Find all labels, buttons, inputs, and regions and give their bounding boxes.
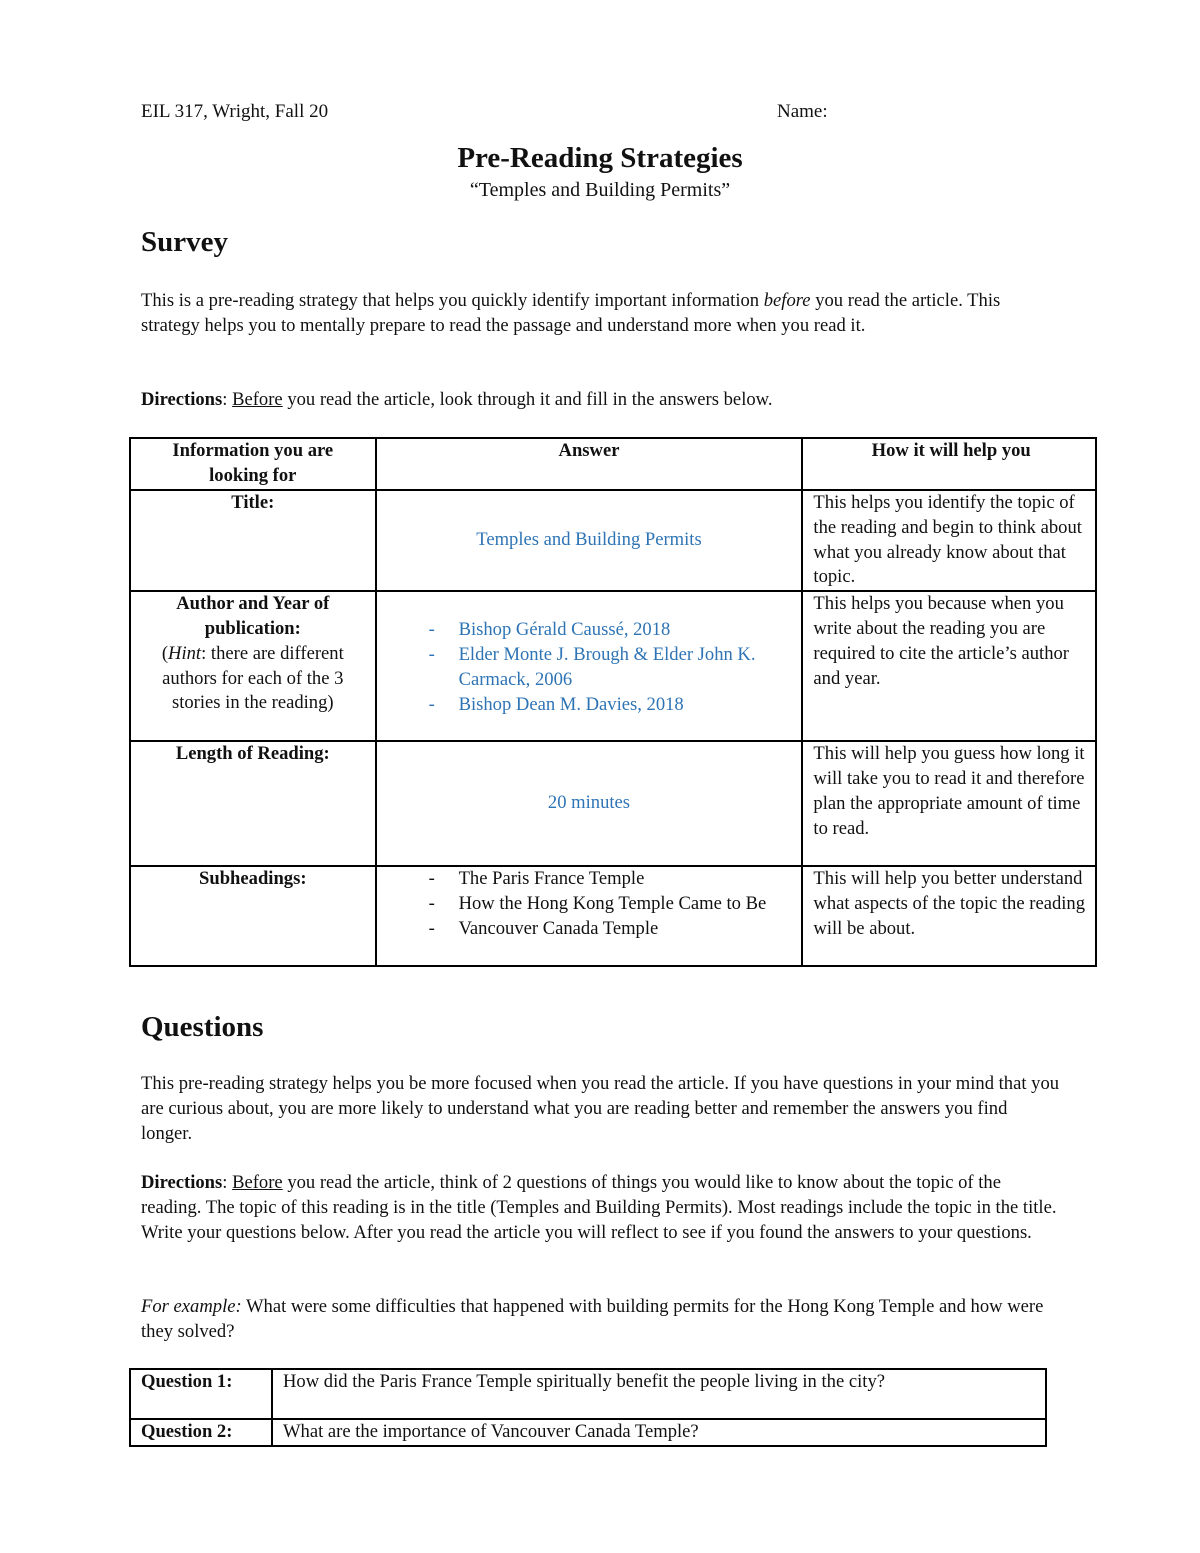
answer-cell: [376, 866, 803, 966]
questions-example: For example: What were some difficulties that happened with building permits for the Hong Kong Temple and how were they solved?: [141, 1296, 1044, 1342]
row-label: Author and Year of publication: (Hint: there are different authors for each of the 3 stories in the reading): [130, 591, 376, 741]
row-label: Title:: [130, 490, 376, 591]
help-cell: This will help you better understand what aspects of the topic the reading will be about.: [802, 866, 1096, 966]
answer-cell: [376, 591, 803, 741]
survey-table: [129, 437, 1097, 967]
question-row: [130, 1369, 1046, 1419]
page-title: Pre-Reading Strategies: [457, 142, 743, 174]
survey-intro: This is a pre-reading strategy that helps you quickly identify important information before you read the article. This strategy helps you to mentally prepare to read the passage and understand more when you read it.: [141, 290, 1001, 336]
questions-heading: Questions: [141, 1011, 264, 1043]
list-item: - Vancouver Canada Temple: [387, 917, 792, 942]
answer-cell: Temples and Building Permits: [376, 490, 803, 591]
question-row: [130, 1419, 1046, 1446]
question-text[interactable]: How did the Paris France Temple spiritually benefit the people living in the city?: [272, 1369, 1046, 1419]
answer-cell: 20 minutes: [376, 741, 803, 866]
table-row-author: [130, 591, 1096, 741]
question-text[interactable]: What are the importance of Vancouver Canada Temple?: [272, 1419, 1046, 1446]
header-info: Information you are looking for: [130, 438, 376, 490]
questions-intro: This pre-reading strategy helps you be more focused when you read the article. If you have questions in your mind that you are curious about, you are more likely to understand what you are reading better and remember the answers you find longer.: [141, 1073, 1060, 1144]
list-item: - The Paris France Temple: [387, 867, 792, 892]
list-item: - How the Hong Kong Temple Came to Be: [387, 892, 792, 917]
help-cell: This helps you because when you write about the reading you are required to cite the article’s author and year.: [802, 591, 1096, 741]
questions-directions: Directions: Before you read the article, think of 2 questions of things you would like to know about the topic of the reading. The topic of this reading is in the title (Temples and Building Permits). Most readings include the topic in the title. Write your questions below. After you read the article you will reflect to see if you found the answers to your questions.: [141, 1172, 1057, 1243]
table-row-title: [130, 490, 1096, 591]
list-item: - Elder Monte J. Brough & Elder John K. Carmack, 2006: [387, 643, 792, 693]
header-help: How it will help you: [802, 438, 1096, 490]
page-subtitle: “Temples and Building Permits”: [469, 179, 731, 201]
table-row-subheadings: [130, 866, 1096, 966]
table-row-length: [130, 741, 1096, 866]
row-label: Length of Reading:: [130, 741, 376, 866]
help-cell: This will help you guess how long it will take you to read it and therefore plan the appropriate amount of time to read.: [802, 741, 1096, 866]
help-cell: This helps you identify the topic of the reading and begin to think about what you already know about that topic.: [802, 490, 1096, 591]
question-label: Question 2:: [130, 1419, 272, 1446]
header-answer: Answer: [376, 438, 803, 490]
row-label: Subheadings:: [130, 866, 376, 966]
list-item: - Bishop Dean M. Davies, 2018: [387, 693, 792, 718]
table-header-row: [130, 438, 1096, 490]
course-info: EIL 317, Wright, Fall 20: [141, 101, 329, 122]
name-label: Name:: [777, 101, 828, 122]
survey-heading: Survey: [141, 226, 228, 258]
question-label: Question 1:: [130, 1369, 272, 1419]
questions-table: [129, 1368, 1047, 1447]
survey-directions: Directions: Before you read the article, look through it and fill in the answers below.: [141, 389, 773, 410]
list-item: - Bishop Gérald Caussé, 2018: [387, 618, 792, 643]
